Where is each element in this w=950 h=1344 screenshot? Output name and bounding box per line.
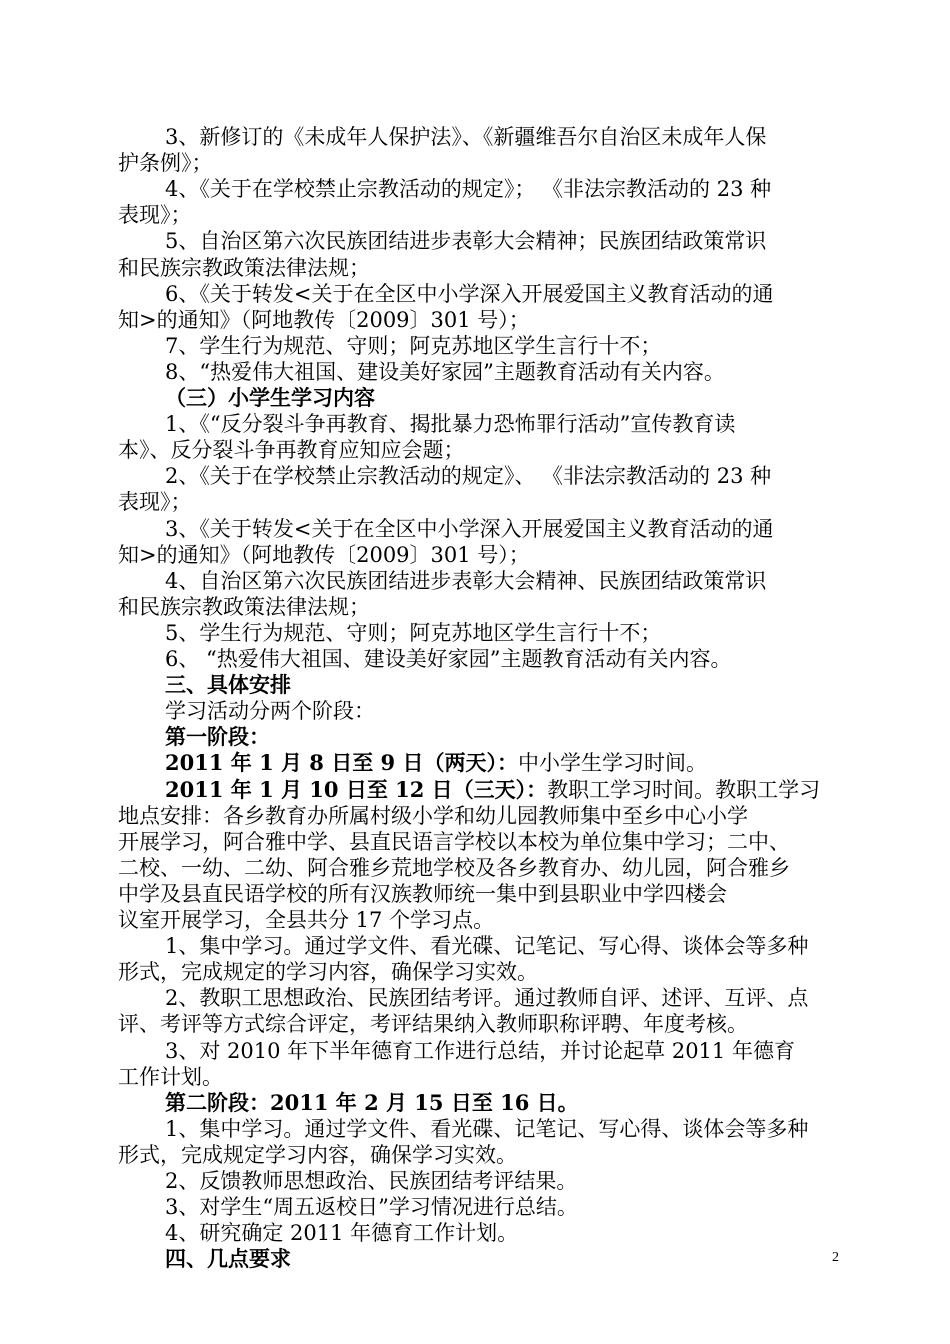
text-line: 6、 “热爱伟大祖国、建设美好家园”主题教育活动有关内容。 — [165, 647, 732, 671]
section-heading: （三）小学生学习内容 — [165, 385, 375, 410]
section-heading: 三、具体安排 — [165, 672, 291, 697]
text-line: 中学及县直民语学校的所有汉族教师统一集中到县职业中学四楼会 — [118, 882, 727, 906]
text-line: 2011 年 1 月 8 日至 9 日（两天）：中小学生学习时间。 — [165, 750, 707, 775]
text-line: 表现》； — [118, 203, 192, 227]
text-line: 和民族宗教政策法律法规； — [118, 256, 370, 280]
page-number: 2 — [832, 1250, 839, 1265]
text-line: 3、新修订的《未成年人保护法》、《新疆维吾尔自治区未成年人保 — [165, 125, 767, 149]
text-line: 8、“热爱伟大祖国、建设美好家园”主题教育活动有关内容。 — [165, 360, 725, 384]
text-line: 二校、一幼、二幼、阿合雅乡荒地学校及各乡教育办、幼儿园，阿合雅乡 — [118, 856, 790, 880]
text-line: 知>的通知》（阿地教传〔2009〕301 号）； — [118, 543, 530, 567]
text-line: 知>的通知》（阿地教传〔2009〕301 号）； — [118, 308, 530, 332]
text-line: 6、《关于转发<关于在全区中小学深入开展爱国主义教育活动的通 — [165, 282, 774, 306]
text-line: 4、《关于在学校禁止宗教活动的规定》； 《非法宗教活动的 23 种 — [165, 177, 772, 201]
section-heading: 第二阶段：2011 年 2 月 15 日至 16 日。 — [165, 1090, 579, 1115]
text-line: 1、集中学习。通过学文件、看光碟、记笔记、写心得、谈体会等多种 — [165, 1117, 809, 1141]
text-line: 护条例》； — [118, 151, 213, 175]
text-line: 地点安排：各乡教育办所属村级小学和幼儿园教师集中至乡中心小学 — [118, 804, 748, 828]
text-line: 1、集中学习。通过学文件、看光碟、记笔记、写心得、谈体会等多种 — [165, 934, 809, 958]
text-line: 4、研究确定 2011 年德育工作计划。 — [165, 1221, 519, 1245]
text-line: 形式，完成规定学习内容，确保学习实效。 — [118, 1143, 517, 1167]
text-line: 3、《关于转发<关于在全区中小学深入开展爱国主义教育活动的通 — [165, 517, 774, 541]
text-line: 议室开展学习，全县共分 17 个学习点。 — [118, 908, 495, 932]
text-line: 2、反馈教师思想政治、民族团结考评结果。 — [165, 1169, 578, 1193]
text-line: 表现》； — [118, 490, 192, 514]
text-line: 2011 年 1 月 10 日至 12 日（三天）：教职工学习时间。教职工学习 — [165, 777, 821, 802]
text-line: 3、对学生“周五返校日”学习情况进行总结。 — [165, 1195, 578, 1219]
text-line: 评、考评等方式综合评定，考评结果纳入教师职称评聘、年度考核。 — [118, 1012, 748, 1036]
text-line: 1、《“反分裂斗争再教育、揭批暴力恐怖罪行活动”宣传教育读 — [165, 412, 736, 436]
text-line: 2、教职工思想政治、民族团结考评。通过教师自评、述评、互评、点 — [165, 986, 809, 1010]
text-line: 形式，完成规定的学习内容，确保学习实效。 — [118, 960, 538, 984]
text-line: 7、学生行为规范、守则；阿克苏地区学生言行十不； — [165, 334, 662, 358]
text-line: 开展学习，阿合雅中学、县直民语言学校以本校为单位集中学习；二中、 — [118, 830, 790, 854]
text-line: 5、学生行为规范、守则；阿克苏地区学生言行十不； — [165, 621, 662, 645]
text-line: 4、自治区第六次民族团结进步表彰大会精神、民族团结政策常识 — [165, 569, 767, 593]
text-line: 2、《关于在学校禁止宗教活动的规定》、 《非法宗教活动的 23 种 — [165, 464, 772, 488]
section-heading: 四、几点要求 — [165, 1246, 291, 1271]
text-line: 5、自治区第六次民族团结进步表彰大会精神；民族团结政策常识 — [165, 229, 767, 253]
text-line: 学习活动分两个阶段： — [165, 699, 375, 723]
text-line: 3、对 2010 年下半年德育工作进行总结，并讨论起草 2011 年德育 — [165, 1039, 795, 1063]
section-heading: 第一阶段： — [165, 724, 270, 749]
text-line: 本》、反分裂斗争再教育应知应会题； — [118, 438, 465, 462]
text-line: 工作计划。 — [118, 1065, 223, 1089]
text-line: 和民族宗教政策法律法规； — [118, 595, 370, 619]
